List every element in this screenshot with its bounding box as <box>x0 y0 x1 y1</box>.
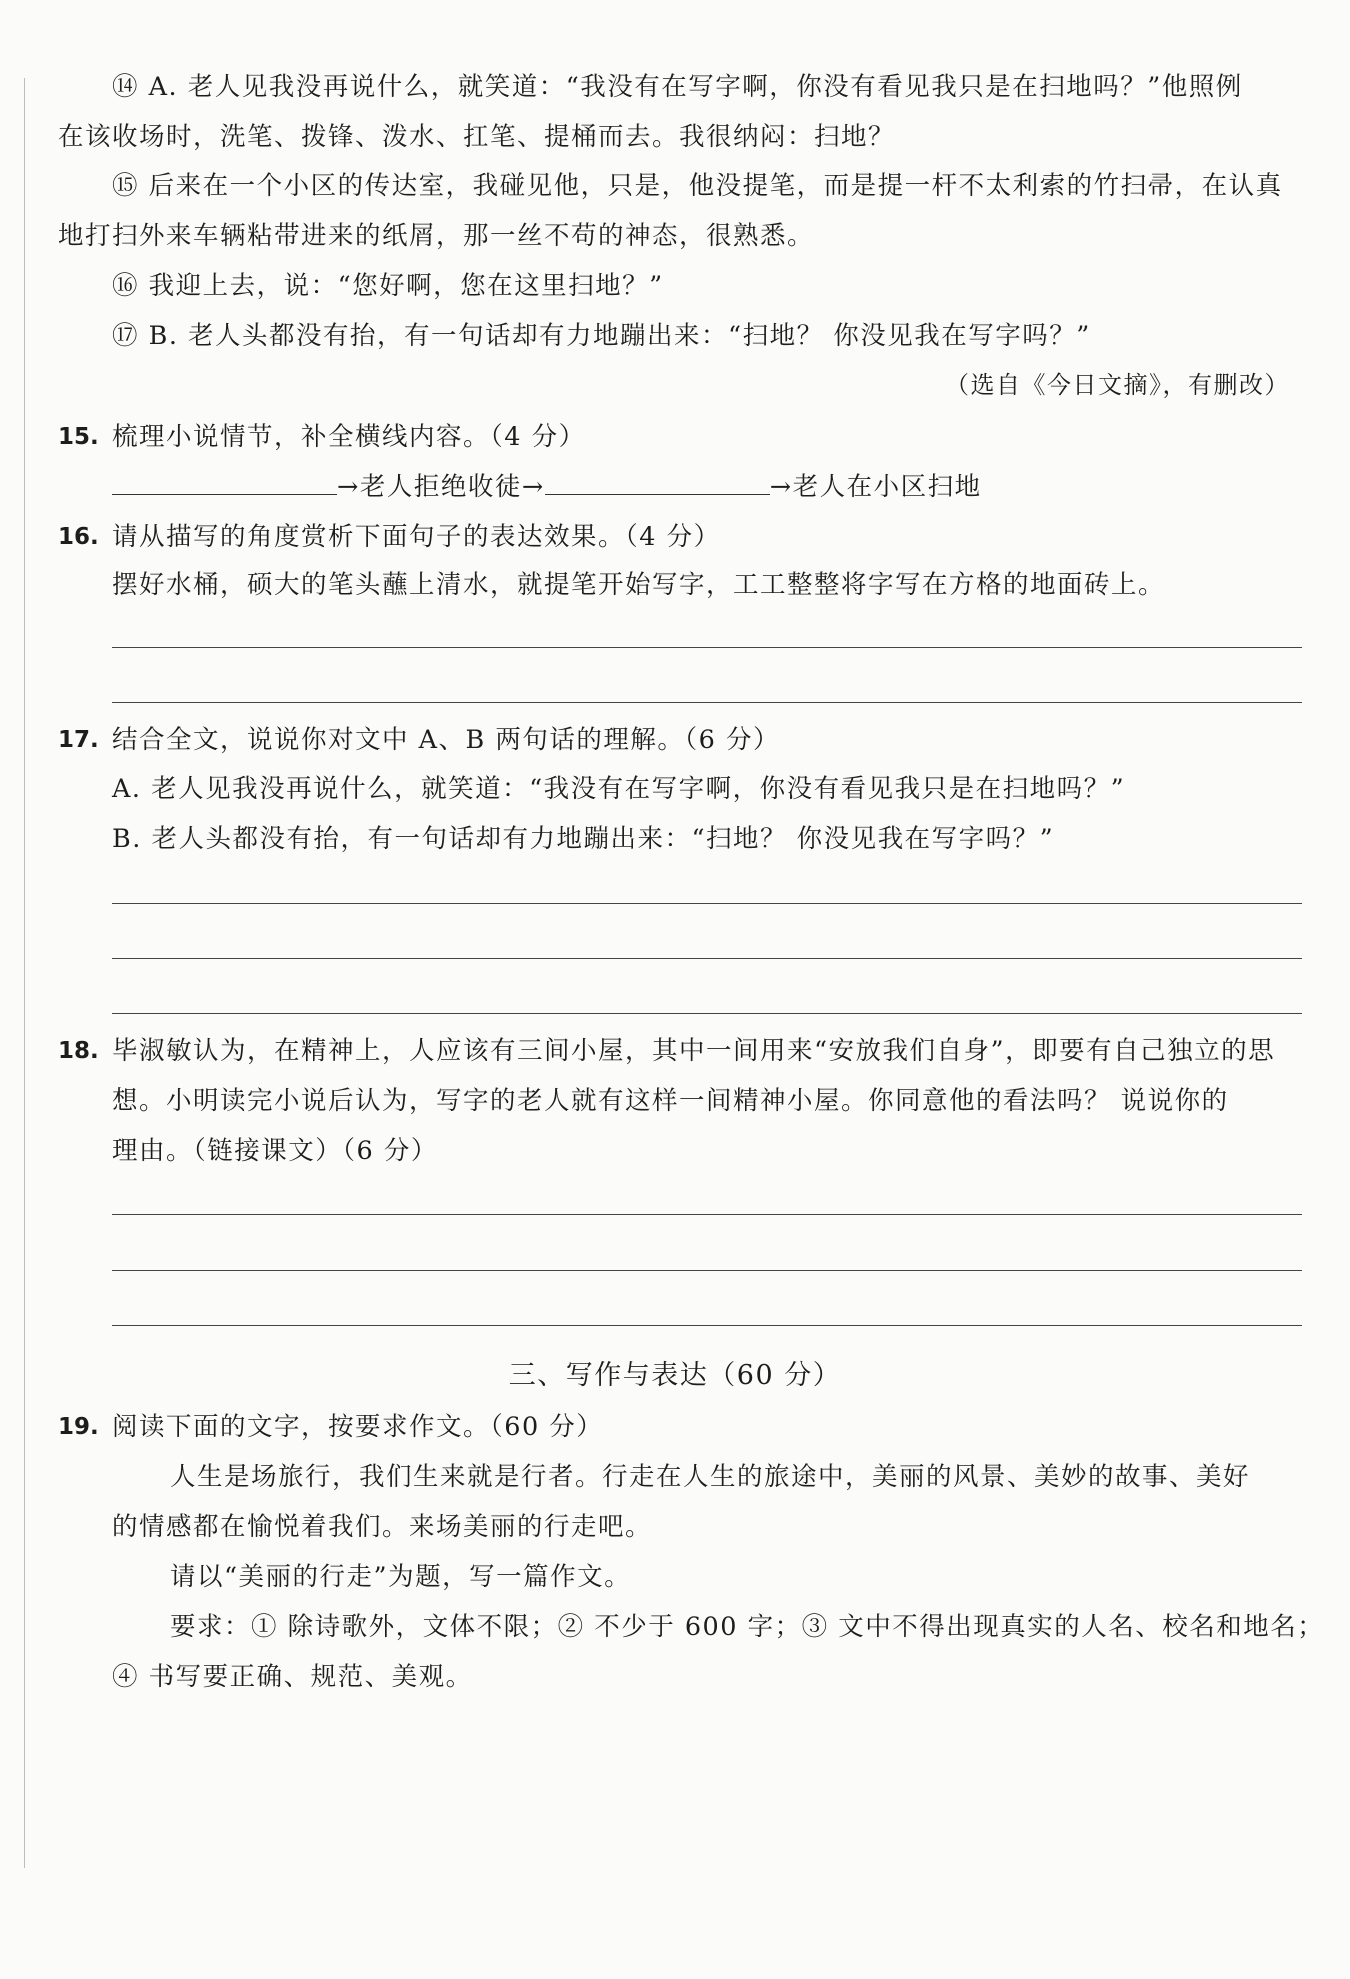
plot-flow-item-1: →老人拒绝收徒→ <box>337 472 545 502</box>
question-15-text: 梳理小说情节，补全横线内容。（4 分） <box>112 422 586 452</box>
story-paragraph-17: ⑰ B. 老人头都没有抬，有一句话却有力地蹦出来：“扫地？ 你没见我在写字吗？” <box>112 321 1091 351</box>
question-19-text: 阅读下面的文字，按要求作文。（60 分） <box>112 1412 604 1442</box>
question-19-prompt: 请以“美丽的行走”为题，写一篇作文。 <box>170 1562 632 1592</box>
question-19-requirements-line-2: ④ 书写要正确、规范、美观。 <box>112 1662 473 1692</box>
answer-line[interactable] <box>112 702 1302 703</box>
binding-margin-line <box>24 78 25 1868</box>
answer-line[interactable] <box>112 1214 1302 1215</box>
question-17-number: 17. <box>58 727 99 753</box>
question-18-line-2: 想。小明读完小说后认为，写字的老人就有这样一间精神小屋。你同意他的看法吗？ 说说你的 <box>112 1086 1229 1116</box>
answer-line[interactable] <box>112 647 1302 648</box>
question-17-sentence-b: B. 老人头都没有抬，有一句话却有力地蹦出来：“扫地？ 你没见我在写字吗？” <box>112 824 1055 854</box>
question-17-sentence-a: A. 老人见我没再说什么，就笑道：“我没有在写字啊，你没有看见我只是在扫地吗？” <box>112 774 1126 804</box>
question-15-plot-flow <box>112 468 982 504</box>
question-16-quote: 摆好水桶，硕大的笔头蘸上清水，就提笔开始写字，工工整整将字写在方格的地面砖上。 <box>112 570 1166 600</box>
story-paragraph-14-line-1: ⑭ A. 老人见我没再说什么，就笑道：“我没有在写字啊，你没有看见我只是在扫地吗？”他照例 <box>112 72 1243 102</box>
section-writing-title: 三、写作与表达（60 分） <box>508 1360 842 1391</box>
story-paragraph-14-line-2: 在该收场时，洗笔、拨锋、泼水、扛笔、提桶而去。我很纳闷：扫地？ <box>58 122 896 152</box>
story-paragraph-15-line-1: ⑮ 后来在一个小区的传达室，我碰见他，只是，他没提笔，而是提一杆不太利索的竹扫帚，在认真 <box>112 171 1283 201</box>
question-18-line-3: 理由。（链接课文）（6 分） <box>112 1136 438 1166</box>
story-paragraph-16: ⑯ 我迎上去，说：“您好啊，您在这里扫地？” <box>112 271 664 301</box>
story-paragraph-15-line-2: 地打扫外来车辆粘带进来的纸屑，那一丝不苟的神态，很熟悉。 <box>58 221 815 251</box>
question-16-text: 请从描写的角度赏析下面句子的表达效果。（4 分） <box>112 522 721 552</box>
answer-line[interactable] <box>112 903 1302 904</box>
question-19-paragraph-line-2: 的情感都在愉悦着我们。来场美丽的行走吧。 <box>112 1512 653 1542</box>
plot-blank-2[interactable] <box>545 468 770 495</box>
question-18-line-1: 毕淑敏认为，在精神上，人应该有三间小屋，其中一间用来“安放我们自身”，即要有自己独立的思 <box>112 1036 1276 1066</box>
plot-blank-1[interactable] <box>112 468 337 495</box>
question-19-requirements-line-1: 要求：① 除诗歌外，文体不限；② 不少于 600 字；③ 文中不得出现真实的人名、校名和地名； <box>170 1612 1325 1642</box>
question-16-number: 16. <box>58 524 99 550</box>
question-18-number: 18. <box>58 1038 99 1064</box>
question-17-text: 结合全文，说说你对文中 A、B 两句话的理解。（6 分） <box>112 725 780 755</box>
answer-line[interactable] <box>112 1270 1302 1271</box>
question-19-paragraph-line-1: 人生是场旅行，我们生来就是行者。行走在人生的旅途中，美丽的风景、美妙的故事、美好 <box>170 1462 1251 1492</box>
story-source: （选自《今日文摘》，有删改） <box>945 371 1290 399</box>
question-19-number: 19. <box>58 1414 99 1440</box>
answer-line[interactable] <box>112 1325 1302 1326</box>
question-15-number: 15. <box>58 424 99 450</box>
plot-flow-item-2: →老人在小区扫地 <box>769 472 982 502</box>
answer-line[interactable] <box>112 1013 1302 1014</box>
answer-line[interactable] <box>112 958 1302 959</box>
